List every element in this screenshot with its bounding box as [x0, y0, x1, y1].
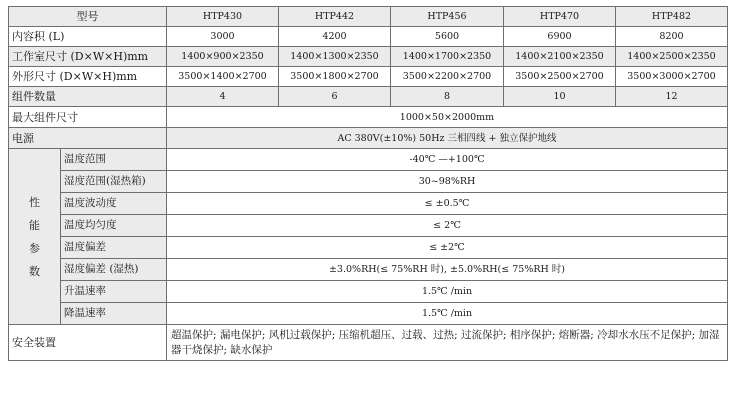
perf-item-value: ±3.0%RH(≤ 75%RH 时), ±5.0%RH(≤ 75%RH 时) [167, 259, 728, 281]
modules-row [9, 87, 728, 107]
perf-item-value: ≤ 2℃ [167, 215, 728, 237]
outer-size-cell: 3500×1800×2700 [279, 67, 391, 87]
modules-label: 组件数量 [9, 87, 167, 107]
safety-label: 安全装置 [9, 325, 167, 361]
outer-size-row [9, 67, 728, 87]
outer-size-cell: 3500×3000×2700 [616, 67, 728, 87]
model-cell: HTP470 [504, 7, 616, 27]
perf-item-value: ≤ ±2℃ [167, 237, 728, 259]
perf-row [9, 237, 728, 259]
perf-item-label: 升温速率 [61, 281, 167, 303]
power-value: AC 380V(±10%) 50Hz 三相四线 + 独立保护地线 [167, 128, 728, 149]
power-row [9, 128, 728, 149]
max-module-row [9, 107, 728, 128]
perf-item-value: 30~98%RH [167, 171, 728, 193]
volume-cell: 8200 [616, 27, 728, 47]
perf-item-label: 降温速率 [61, 303, 167, 325]
work-size-cell: 1400×900×2350 [167, 47, 279, 67]
perf-row [9, 259, 728, 281]
perf-row [9, 149, 728, 171]
outer-size-cell: 3500×2200×2700 [391, 67, 504, 87]
modules-cell: 8 [391, 87, 504, 107]
volume-cell: 3000 [167, 27, 279, 47]
performance-label-char: 数 [29, 264, 40, 278]
modules-cell: 6 [279, 87, 391, 107]
perf-row [9, 215, 728, 237]
performance-label-char: 性 [29, 195, 40, 209]
volume-row [9, 27, 728, 47]
spec-table [8, 6, 728, 361]
work-size-row [9, 47, 728, 67]
performance-label-char: 参 [29, 241, 40, 255]
perf-row [9, 193, 728, 215]
model-cell: HTP430 [167, 7, 279, 27]
perf-item-value: -40℃ —+100℃ [167, 149, 728, 171]
model-cell: HTP482 [616, 7, 728, 27]
work-size-cell: 1400×2100×2350 [504, 47, 616, 67]
work-size-label: 工作室尺寸 (D×W×H)mm [9, 47, 167, 67]
perf-item-label: 温度范围 [61, 149, 167, 171]
outer-size-cell: 3500×1400×2700 [167, 67, 279, 87]
work-size-cell: 1400×1700×2350 [391, 47, 504, 67]
volume-label: 内容积 (L) [9, 27, 167, 47]
perf-item-label: 湿度偏差 (湿热) [61, 259, 167, 281]
performance-label-char: 能 [29, 218, 40, 232]
work-size-cell: 1400×2500×2350 [616, 47, 728, 67]
performance-label [9, 149, 61, 325]
model-cell: HTP442 [279, 7, 391, 27]
header-row [9, 7, 728, 27]
perf-item-label: 温度波动度 [61, 193, 167, 215]
modules-cell: 10 [504, 87, 616, 107]
model-label: 型号 [9, 7, 167, 27]
volume-cell: 5600 [391, 27, 504, 47]
volume-cell: 6900 [504, 27, 616, 47]
safety-row [9, 325, 728, 361]
perf-row [9, 281, 728, 303]
power-label: 电源 [9, 128, 167, 149]
perf-item-label: 温度偏差 [61, 237, 167, 259]
perf-item-value: 1.5℃ /min [167, 281, 728, 303]
outer-size-label: 外形尺寸 (D×W×H)mm [9, 67, 167, 87]
work-size-cell: 1400×1300×2350 [279, 47, 391, 67]
perf-row [9, 171, 728, 193]
perf-item-label: 温度均匀度 [61, 215, 167, 237]
perf-item-label: 湿度范围(湿热箱) [61, 171, 167, 193]
max-module-label: 最大组件尺寸 [9, 107, 167, 128]
modules-cell: 12 [616, 87, 728, 107]
volume-cell: 4200 [279, 27, 391, 47]
safety-value: 超温保护; 漏电保护; 风机过载保护; 压缩机超压、过载、过热; 过流保护; 相序保护; 熔断器; 冷却水水压不足保护; 加湿器干烧保护; 缺水保护 [167, 325, 728, 361]
model-cell: HTP456 [391, 7, 504, 27]
modules-cell: 4 [167, 87, 279, 107]
perf-item-value: ≤ ±0.5℃ [167, 193, 728, 215]
max-module-value: 1000×50×2000mm [167, 107, 728, 128]
perf-item-value: 1.5℃ /min [167, 303, 728, 325]
perf-row [9, 303, 728, 325]
outer-size-cell: 3500×2500×2700 [504, 67, 616, 87]
